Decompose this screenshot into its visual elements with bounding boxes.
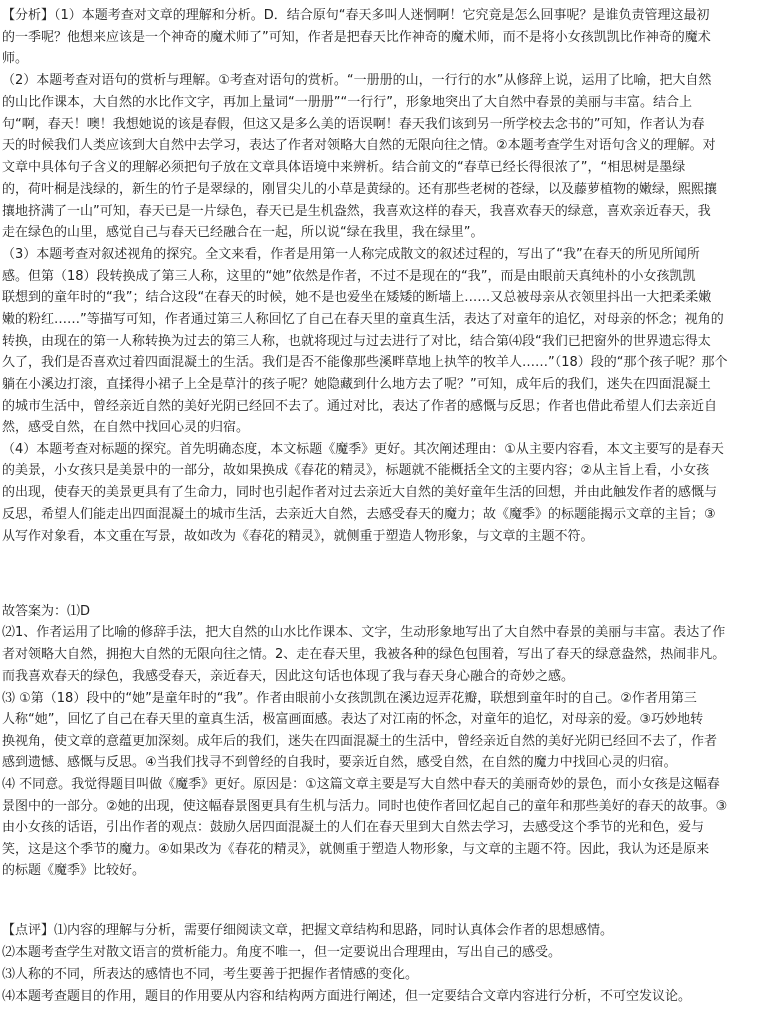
answer-text-line: ⑷ 不同意。我觉得题目叫做《魔季》更好。原因是：①这篇文章主要是写大自然中春天的美丽奇妙的景色，而小女孩是这幅春 <box>2 777 720 792</box>
analysis-text-line: （4）本题考查对标题的探究。首先明确态度，本文标题《魔季》更好。其次阐述理由：①从主要内容看，本文主要写的是春天 <box>2 442 724 457</box>
answer-text-line: 由小女孩的话语，引出作者的观点：鼓励久居四面混凝土的人们在春天里到大自然去学习，去感受这个季节的光和色，爱与 <box>2 820 705 835</box>
answer-text-line: 故答案为：⑴D <box>2 604 91 619</box>
analysis-text-line: 的美景，小女孩只是美景中的一部分，故如果换成《春花的精灵》，标题就不能概括全文的主要内容；②从主旨上看，小女孩 <box>2 463 710 478</box>
answer-text-line: ⑵1、作者运用了比喻的修辞手法，把大自然的山水比作课本、文字，生动形象地写出了大自然中春景的美丽与丰富。表达了作 <box>2 625 726 640</box>
analysis-text-line: 嫩的粉红……”等描写可知，作者通过第三人称回忆了自己在春天里的童真生活，表达了对童年的追忆，对母亲的怀念；视角的 <box>2 312 724 327</box>
analysis-text-line: 久了，我们是否喜欢过着四面混凝土的生活。我们是否不能像那些溪畔草地上执竿的牧羊人……”（18）段的“那个孩子呢？那个 <box>2 355 728 370</box>
answer-text-line: ⑶ ①第（18）段中的“她”是童年时的“我”。作者由眼前小女孩凯凯在溪边逗弄花瓣，联想到童年时的自己。②作者用第三 <box>2 691 697 706</box>
answer-text-line: 而我喜欢春天的绿色，我感受春天，亲近春天，因此这句话也体现了我与春天身心融合的奇妙之感。 <box>2 669 575 684</box>
analysis-text-line: （2）本题考查对语句的赏析与理解。①考查对语句的赏析。“一册册的山，一行行的水”从修辞上说，运用了比喻，把大自然 <box>2 73 712 88</box>
analysis-text-line: 【分析】（1）本题考查对文章的理解和分析。D．结合原句“春天多叫人迷惘啊！它究竟是怎么回事呢？是谁负责管理这最初 <box>2 8 710 23</box>
analysis-text-line: 从写作对象看，本文重在写景，故如改为《春花的精灵》，就侧重于塑造人物形象，与文章的主题不符。 <box>2 529 594 544</box>
answer-text-line: 景图中的一部分。②她的出现，使这幅春景图更具有生机与活力。同时也使作者回忆起自己的童年和那些美好的春天的故事。③ <box>2 799 728 814</box>
analysis-text-line: 的山比作课本，大自然的水比作文字，再加上量词“一册册”“一行行”，形象地突出了大自然中春景的美丽与丰富。结合上 <box>2 95 692 110</box>
analysis-text-line: 的，荷叶桐是浅绿的，新生的竹子是翠绿的，刚冒尖儿的小草是黄绿的。还有那些老树的苍绿，以及藤萝植物的嫩绿，熙熙攘 <box>2 182 718 197</box>
analysis-text-line: 躺在小溪边打滚，直揉得小裙子上全是草汁的孩子呢？她隐藏到什么地方去了呢？”可知，成年后的我们，迷失在四面混凝土 <box>2 377 711 392</box>
comment-text-line: ⑵本题考查学生对散文语言的赏析能力。角度不唯一，但一定要说出合理理由，写出自己的感受。 <box>2 945 562 960</box>
answer-text-line: 笑，这是这个季节的魔力。④如果改为《春花的精灵》，就侧重于塑造人物形象，与文章的主题不符。因此，我认为还是原来 <box>2 842 710 857</box>
analysis-text-line: 师。 <box>2 51 29 66</box>
comment-text-line: ⑷本题考查题目的作用，题目的作用要从内容和结构两方面进行阐述，但一定要结合文章内容进行分析，不可空发议论。 <box>2 989 692 1004</box>
answer-text-line: 换视角，使文章的意蕴更加深刻。成年后的我们，迷失在四面混凝土的生活中，曾经亲近自然的美好光阴已经回不去了，作者 <box>2 734 718 749</box>
comment-text-line: ⑶人称的不同，所表达的感情也不同，考生要善于把握作者情感的变化。 <box>2 967 419 982</box>
analysis-text-line: 感。但第（18）段转换成了第三人称，这里的“她”依然是作者，不过不是现在的“我”，而是由眼前天真纯朴的小女孩凯凯 <box>2 269 696 284</box>
analysis-text-line: 然，感受自然，在自然中找回心灵的归宿。 <box>2 420 250 435</box>
answer-text-line: 人称“她”，回忆了自己在春天里的童真生活，极富画面感。表达了对江南的怀念，对童年的追忆，对母亲的爱。③巧妙地转 <box>2 712 704 727</box>
analysis-text-line: 走在绿色的山里，感觉自己与春天已经融合在一起，所以说“绿在我里，我在绿里”。 <box>2 225 484 240</box>
analysis-text-line: 的一季呢？他想来应该是一个神奇的魔术师了”可知，作者是把春天比作神奇的魔术师，而不是将小女孩凯凯比作神奇的魔术 <box>2 30 711 45</box>
analysis-text-line: （3）本题考查对叙述视角的探究。全文来看，作者是用第一人称完成散文的叙述过程的，写出了“我”在春天的所见所闻所 <box>2 247 700 262</box>
analysis-text-line: 的出现，使春天的美景更具有了生命力，同时也引起作者对过去亲近大自然的美好童年生活的回想，并由此触发作者的感慨与 <box>2 485 718 500</box>
analysis-text-line: 天的时候我们人类应该到大自然中去学习，表达了作者对领略大自然的无限向往之情。②本题考查学生对语句含义的理解。对 <box>2 138 716 153</box>
analysis-text-line: 句“啊，春天！噢！我想她说的该是春假，但这又是多么美的语误啊！春天我们该到另一所学校去念书的”可知，作者认为春 <box>2 117 705 132</box>
analysis-text-line: 文章中具体句子含义的理解必须把句子放在文章具体语境中来辨析。结合前文的“春草已经长得很浓了”，“相思树是墨绿 <box>2 160 686 175</box>
analysis-text-line: 联想到的童年时的“我”；结合这段“在春天的时候，她不是也爱坐在矮矮的断墙上……又总被母亲从衣领里抖出一大把柔柔嫩 <box>2 290 712 305</box>
answer-text-line: 者对领略大自然，拥抱大自然的无限向往之情。2、走在春天里，我被各种的绿色包围着，写出了春天的绿意盎然，热闹非凡。 <box>2 647 726 662</box>
answer-text-line: 的标题《魔季》比较好。 <box>2 863 146 878</box>
analysis-text-line: 转换，由现在的第一人称转换为过去的第三人称，也就将现过与过去进行了对比，结合第⑷段“我们已把窗外的世界遗忘得太 <box>2 334 711 349</box>
comment-text-line: 【点评】⑴内容的理解与分析，需要仔细阅读文章，把握文章结构和思路，同时认真体会作者的思想感情。 <box>2 923 614 938</box>
answer-text-line: 感到遗憾、感慨与反思。④当我们找寻不到曾经的自我时，要亲近自然，感受自然，在自然的魔力中找回心灵的归宿。 <box>2 755 677 770</box>
analysis-text-line: 的城市生活中，曾经亲近自然的美好光阴已经回不去了。通过对比，表达了作者的感慨与反思；作者也借此希望人们去亲近自 <box>2 399 718 414</box>
analysis-text-line: 攘地挤满了一山”可知，春天已是一片绿色，春天已是生机盎然，我喜欢这样的春天，我喜欢春天的绿意，喜欢亲近春天，我 <box>2 204 711 219</box>
analysis-text-line: 反思，希望人们能走出四面混凝土的城市生活，去亲近大自然，去感受春天的魔力；故《魔季》的标题能揭示文章的主旨；③ <box>2 507 716 522</box>
